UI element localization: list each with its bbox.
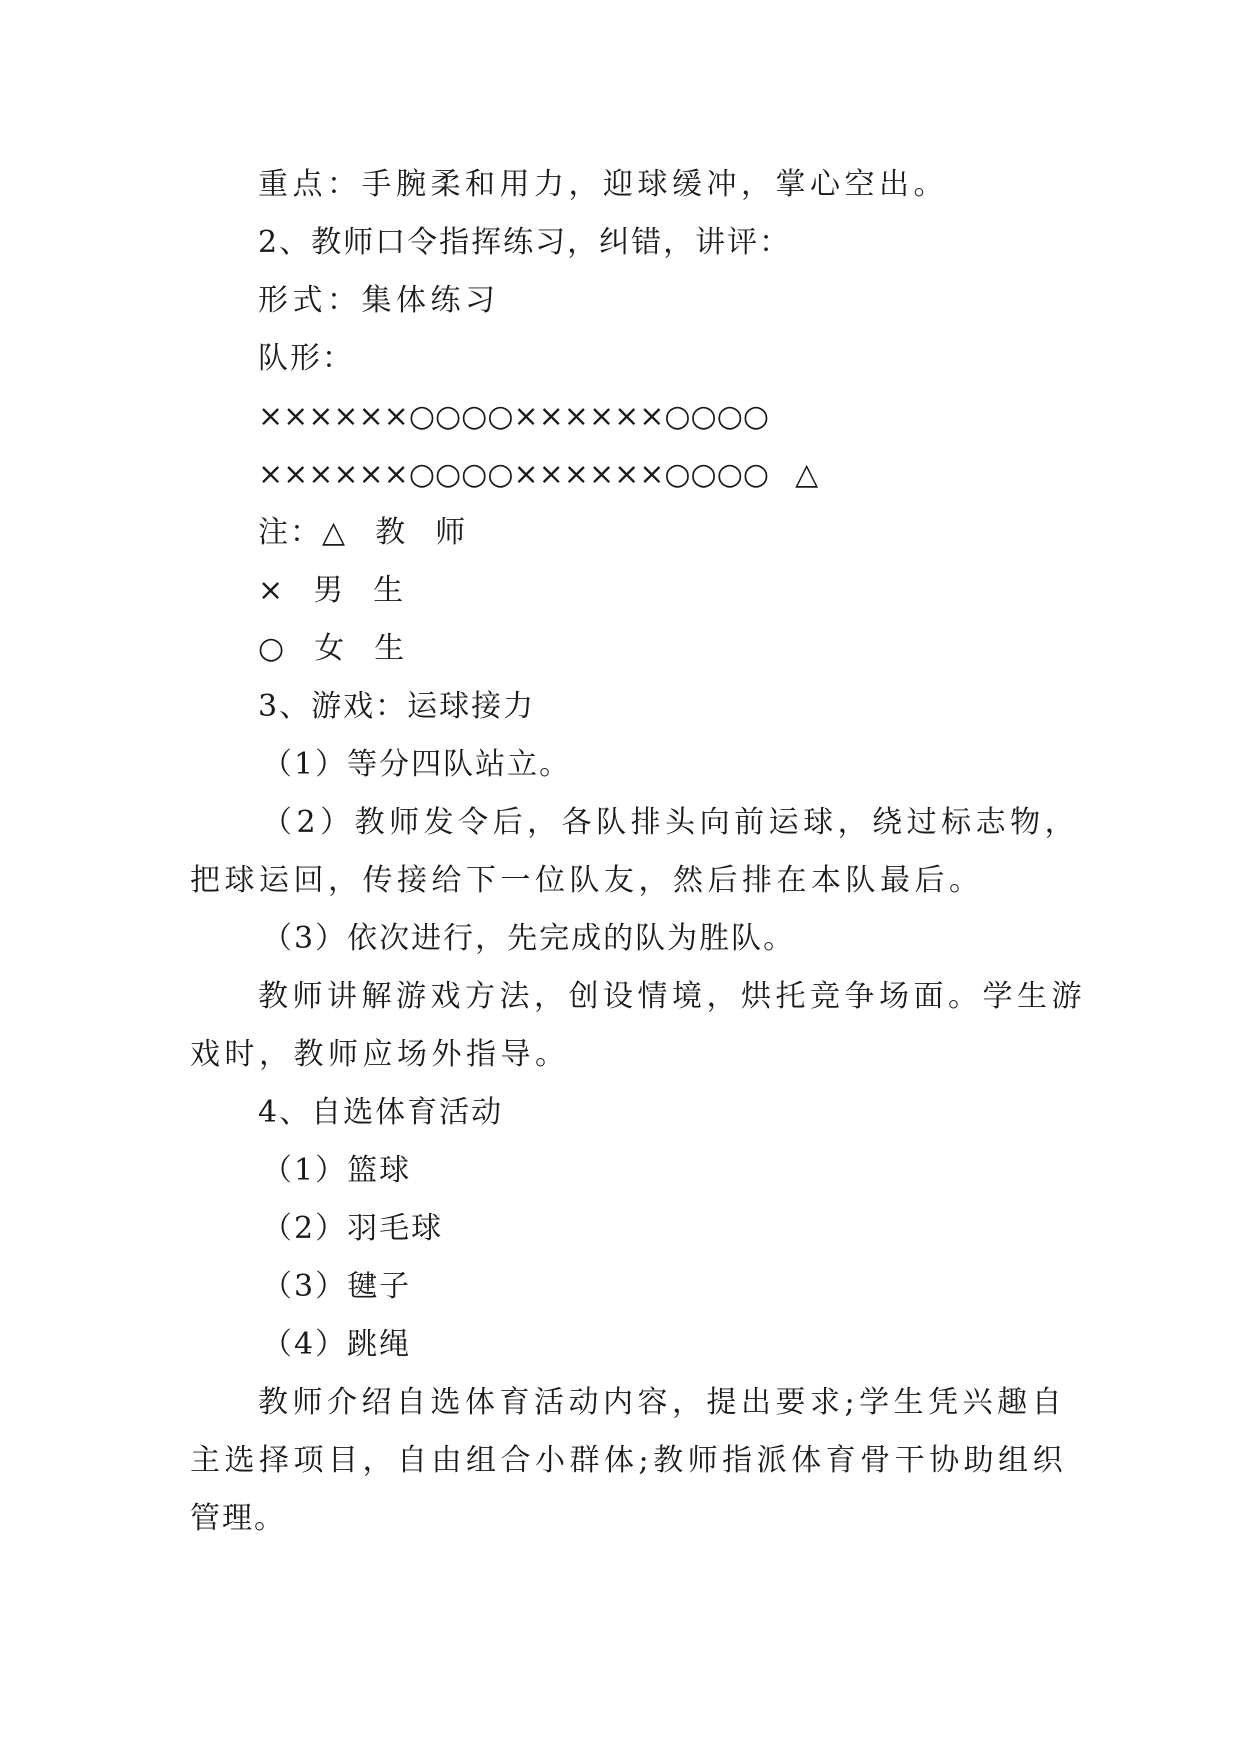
step-3-heading: 3、游戏：运球接力 (258, 689, 536, 724)
legend-male (258, 562, 405, 620)
activity-item-1: （1）篮球 (262, 1153, 412, 1188)
formation-row-1: ××××××○○○○××××××○○○○ (258, 399, 770, 434)
activity-explanation-end: 管理。 (190, 1501, 286, 1536)
legend-teacher (258, 504, 467, 562)
activity-explanation: 教师介绍自选体育活动内容，提出要求;学生凭兴趣自 (258, 1385, 1067, 1420)
game-rule-3: （3）依次进行，先完成的队为胜队。 (262, 921, 796, 956)
legend-teacher-char-2: 师 (435, 515, 468, 550)
game-rule-2: （2）教师发令后，各队排头向前运球，绕过标志物， (262, 805, 1080, 840)
formation-label: 队形： (258, 341, 354, 376)
activity-item-4: （4）跳绳 (262, 1327, 412, 1362)
legend-male-symbol: × (258, 573, 286, 608)
activity-explanation-cont: 主选择项目，自由组合小群体;教师指派体育骨干协助组织 (190, 1443, 1068, 1478)
game-explanation-cont: 戏时，教师应场外指导。 (190, 1037, 570, 1072)
legend-male-char-1: 男 (313, 573, 346, 608)
legend-teacher-char-1: 教 (375, 515, 408, 550)
game-rule-1: （1）等分四队站立。 (262, 747, 572, 782)
legend-male-char-2: 生 (373, 573, 406, 608)
formation-row-2-students: ××××××○○○○××××××○○○○ (258, 457, 770, 492)
legend-female-symbol: ○ (258, 631, 287, 666)
legend-female-char-1: 女 (314, 631, 347, 666)
formation-row-2 (258, 446, 818, 504)
game-rule-2-cont: 把球运回，传接给下一位队友，然后排在本队最后。 (190, 863, 984, 898)
legend-female (258, 620, 406, 678)
form-line: 形式：集体练习 (258, 283, 500, 318)
activity-item-3: （3）毽子 (262, 1269, 412, 1304)
key-point-line: 重点：手腕柔和用力，迎球缓冲，掌心空出。 (258, 167, 948, 202)
step-2-heading: 2、教师口令指挥练习，纠错，讲评： (258, 225, 792, 260)
step-4-heading: 4、自选体育活动 (258, 1095, 504, 1130)
game-explanation: 教师讲解游戏方法，创设情境，烘托竞争场面。学生游 (258, 979, 1086, 1014)
legend-note-label: 注：△ (258, 515, 348, 550)
teacher-symbol: △ (795, 457, 819, 492)
legend-female-char-2: 生 (374, 631, 407, 666)
activity-item-2: （2）羽毛球 (262, 1211, 444, 1246)
